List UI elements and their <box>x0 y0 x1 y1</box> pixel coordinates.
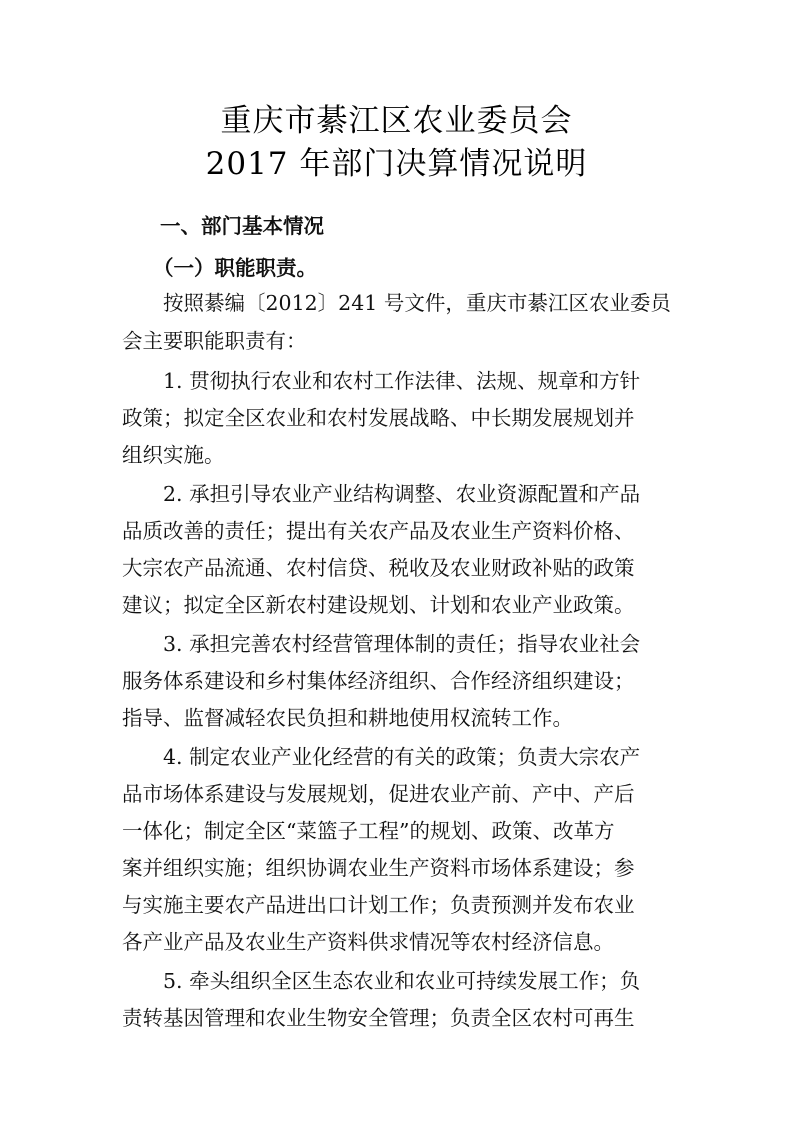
duty-item-2-line-2: 品质改善的责任；提出有关农产品及农业生产资料价格、 <box>122 519 635 543</box>
duty-item-4-line-2: 品市场体系建设与发展规划，促进农业产前、产中、产后 <box>122 782 635 806</box>
duty-item-4-line-5: 与实施主要农产品进出口计划工作；负责预测并发布农业 <box>122 893 635 917</box>
duty-item-5-line-1: 5. 牵头组织全区生态农业和农业可持续发展工作；负 <box>163 969 641 993</box>
duty-item-1-line-3: 组织实施。 <box>122 443 225 467</box>
duty-item-1-line-2: 政策；拟定全区农业和农村发展战略、中长期发展规划并 <box>122 406 635 430</box>
duty-item-3-line-3: 指导、监督减轻农民负担和耕地使用权流转工作。 <box>122 706 573 730</box>
duty-item-4-line-6: 各产业产品及农业生产资料供求情况等农村经济信息。 <box>122 930 614 954</box>
document-title-line-1: 重庆市綦江区农业委员会 <box>220 103 573 139</box>
duty-item-5-line-2: 责转基因管理和农业生物安全管理；负责全区农村可再生 <box>122 1006 635 1030</box>
section-heading-basic-info: 一、部门基本情况 <box>160 214 324 238</box>
duty-item-3-line-1: 3. 承担完善农村经营管理体制的责任；指导农业社会 <box>163 632 641 656</box>
duty-item-3-line-2: 服务体系建设和乡村集体经济组织、合作经济组织建设； <box>122 669 635 693</box>
intro-paragraph-line-1: 按照綦编〔2012〕241 号文件，重庆市綦江区农业委员 <box>163 291 671 315</box>
duty-item-1-line-1: 1. 贯彻执行农业和农村工作法律、法规、规章和方针 <box>163 369 641 393</box>
duty-item-2-line-3: 大宗农产品流通、农村信贷、税收及农业财政补贴的政策 <box>122 556 635 580</box>
duty-item-4-line-4: 案并组织实施；组织协调农业生产资料市场体系建设；参 <box>122 856 635 880</box>
document-title-line-2: 2017 年部门决算情况说明 <box>205 146 588 182</box>
intro-paragraph-line-2: 会主要职能职责有： <box>122 329 307 353</box>
duty-item-2-line-4: 建议；拟定全区新农村建设规划、计划和农业产业政策。 <box>122 593 635 617</box>
duty-item-2-line-1: 2. 承担引导农业产业结构调整、农业资源配置和产品 <box>163 482 641 506</box>
duty-item-4-line-1: 4. 制定农业产业化经营的有关的政策；负责大宗农产 <box>163 745 641 769</box>
subsection-heading-duties: （一）职能职责。 <box>153 256 317 280</box>
duty-item-4-line-3: 一体化；制定全区“菜篮子工程”的规划、政策、改革方 <box>122 819 615 843</box>
